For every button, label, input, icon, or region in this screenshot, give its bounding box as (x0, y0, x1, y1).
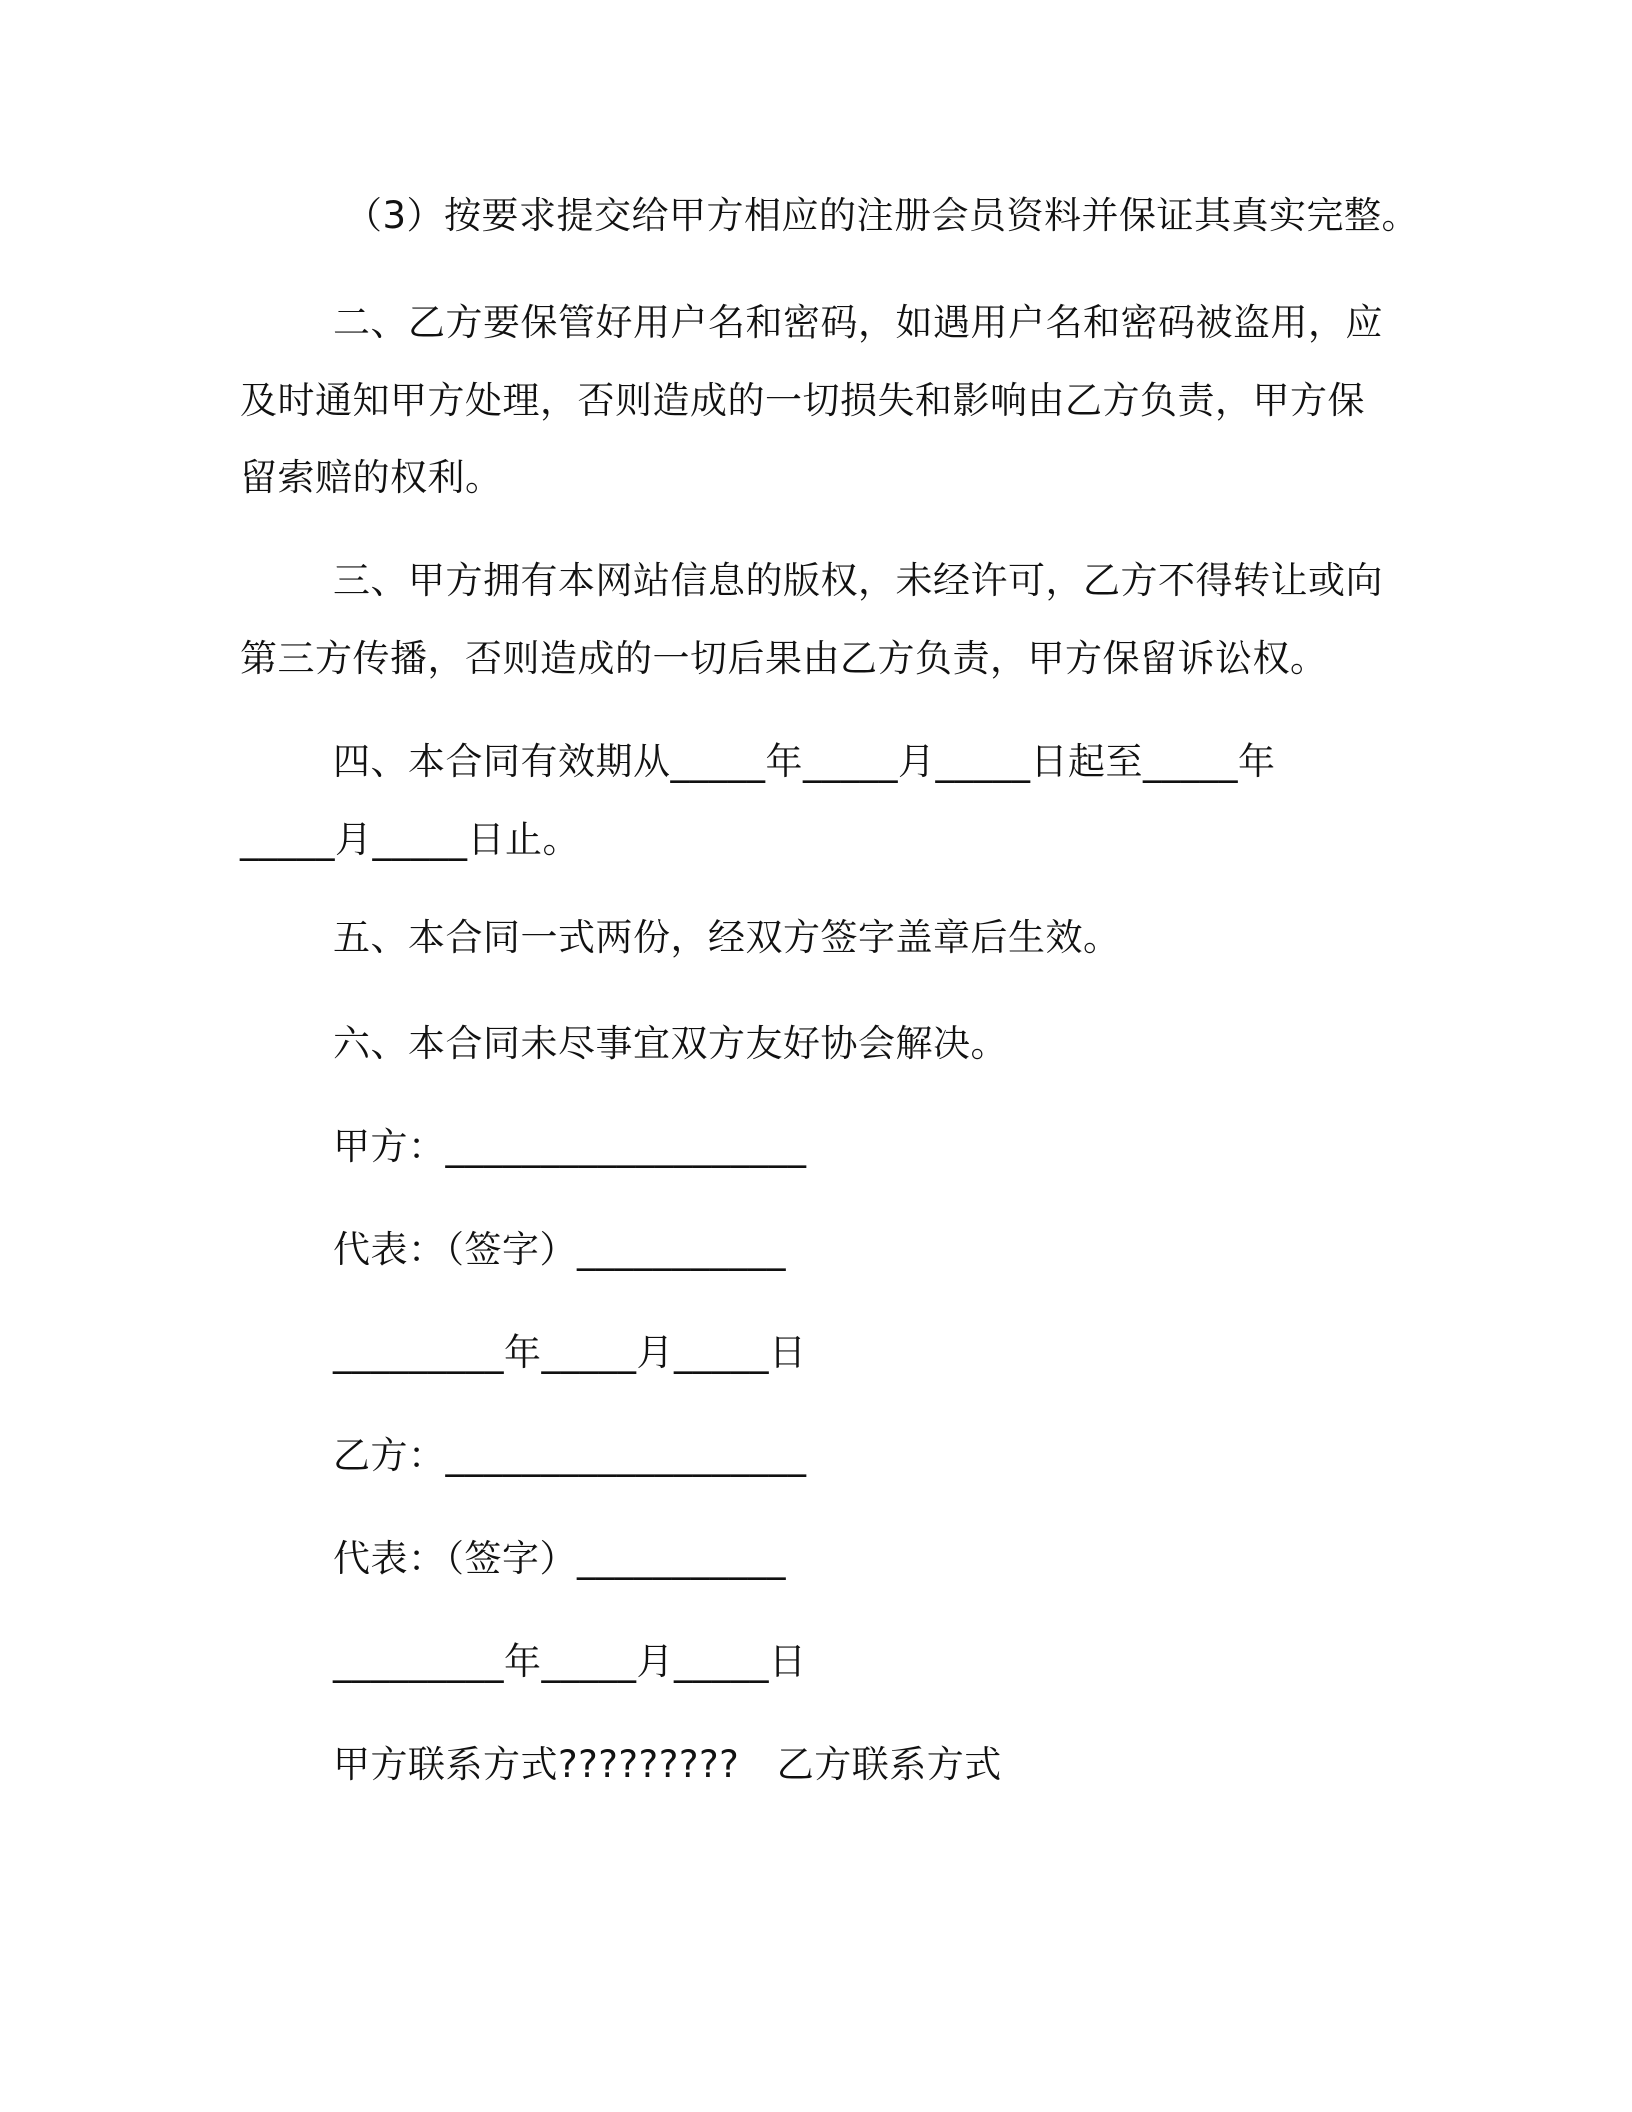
contact-info-line: 甲方联系方式????????? 乙方联系方式 (333, 1743, 1002, 1786)
party-a-date: _________年_____月_____日 (333, 1331, 807, 1374)
party-b-representative-signature: 代表：（签字）___________ (333, 1537, 786, 1580)
clause-4-line-2: _____月_____日止。 (240, 818, 580, 861)
clause-5-text: 五、本合同一式两份，经双方签字盖章后生效。 (333, 916, 1121, 959)
clause-2-line-2: 及时通知甲方处理，否则造成的一切损失和影响由乙方负责，甲方保 (240, 379, 1365, 422)
clause-4-line-1: 四、本合同有效期从_____年_____月_____日起至_____年 (333, 740, 1276, 783)
clause-3-line-2: 第三方传播，否则造成的一切后果由乙方负责，甲方保留诉讼权。 (240, 637, 1328, 680)
clause-1-3-text: （3）按要求提交给甲方相应的注册会员资料并保证其真实完整。 (345, 194, 1420, 237)
party-b-date: _________年_____月_____日 (333, 1640, 807, 1683)
party-a-field: 甲方：___________________ (333, 1125, 807, 1168)
party-b-field: 乙方：___________________ (333, 1434, 807, 1477)
clause-3-line-1: 三、甲方拥有本网站信息的版权，未经许可，乙方不得转让或向 (333, 559, 1383, 602)
clause-2-line-1: 二、乙方要保管好用户名和密码，如遇用户名和密码被盗用，应 (333, 301, 1383, 344)
clause-2-line-3: 留索赔的权利。 (240, 456, 503, 499)
clause-6-text: 六、本合同未尽事宜双方友好协会解决。 (333, 1022, 1008, 1065)
party-a-representative-signature: 代表：（签字）___________ (333, 1228, 786, 1271)
